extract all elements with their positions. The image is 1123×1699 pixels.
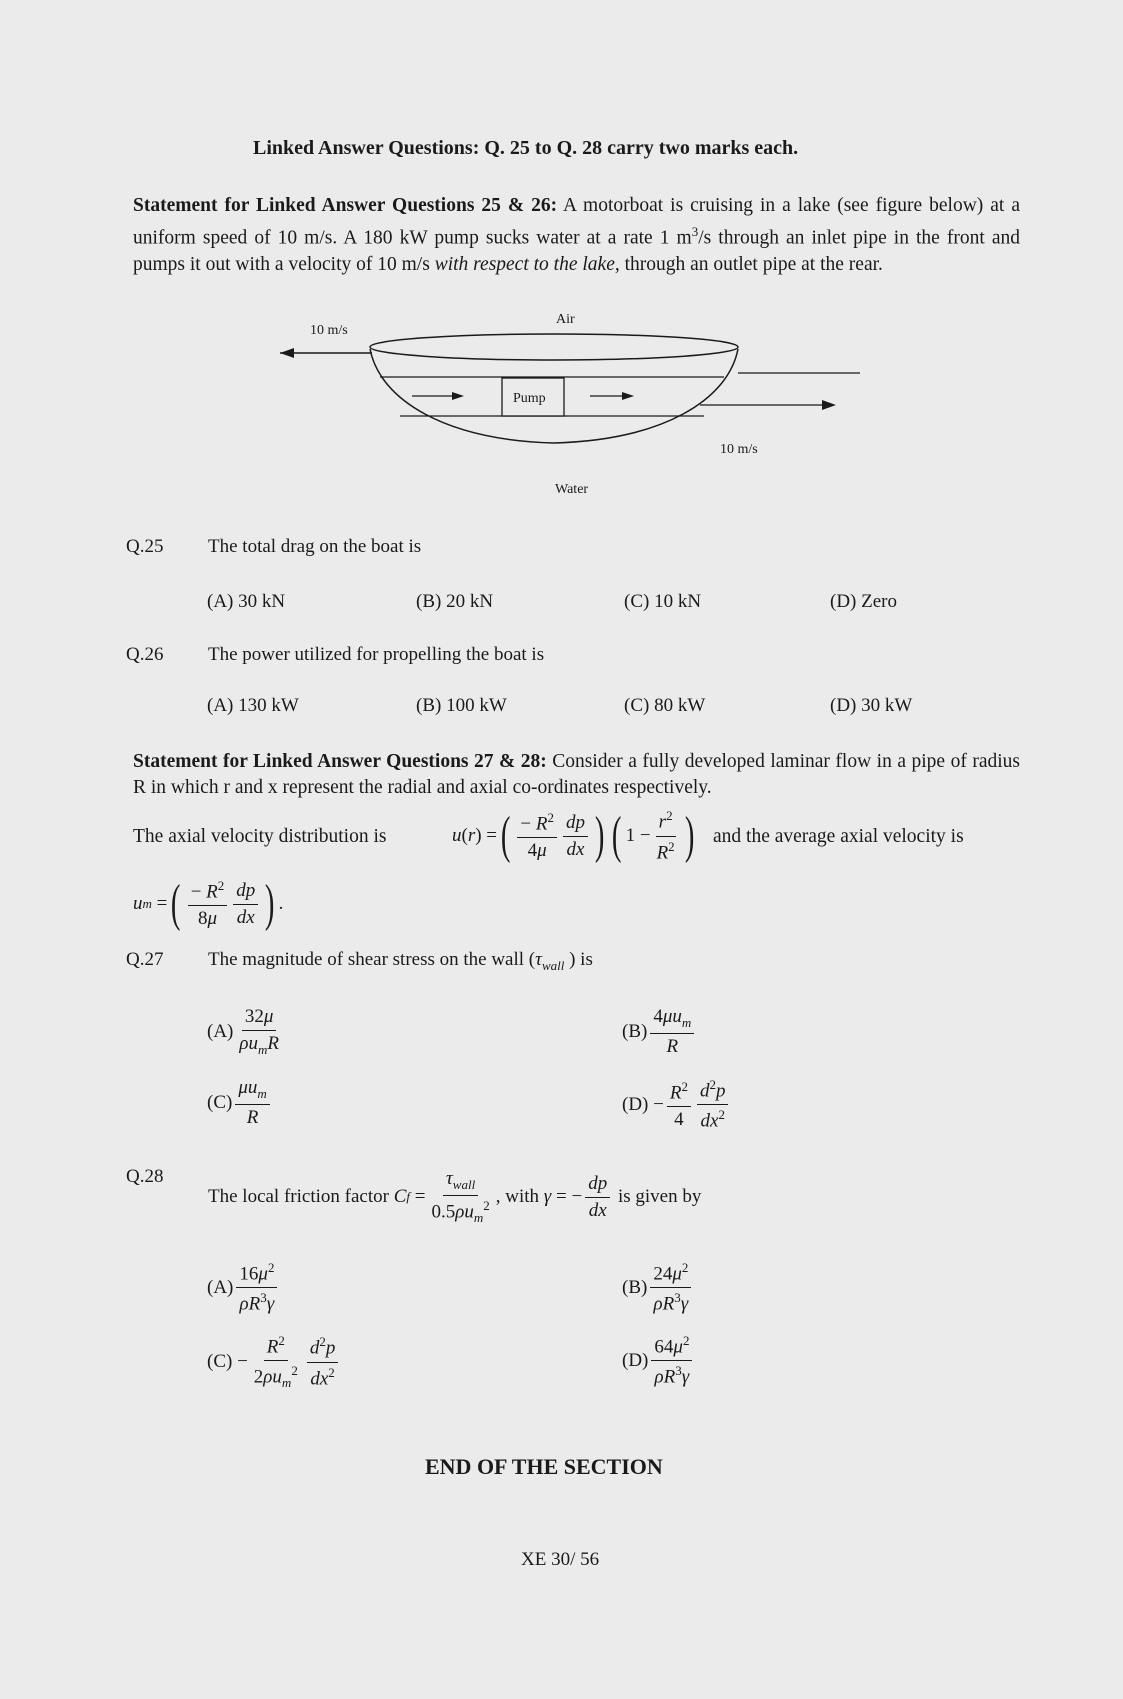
statement-25-26-text-c: , through an outlet pipe at the rear.	[614, 253, 883, 275]
end-of-section: END OF THE SECTION	[425, 1454, 663, 1479]
flow-arrowhead-2	[622, 392, 634, 400]
statement-25-26-label: Statement for Linked Answer Questions 25 & 26:	[133, 195, 558, 216]
statement-25-26	[133, 193, 1020, 278]
q25-option-d[interactable]: (D) Zero	[830, 591, 897, 612]
q25-option-b[interactable]: (B) 20 kN	[416, 591, 494, 612]
q26-option-c[interactable]: (C) 80 kW	[624, 695, 706, 716]
q25-option-a[interactable]: (A) 30 kN	[207, 591, 286, 612]
q27-option-b-label: (B)	[622, 1020, 648, 1042]
q28-option-b-label: (B)	[622, 1276, 648, 1298]
left-speed-label: 10 m/s	[310, 323, 348, 338]
average-velocity-equation: u m = ( $\frac{- R^2}{8\mu}$ $\frac{dp}{dx}$ ) .	[133, 875, 284, 932]
statement-25-26-italic: with respect to the lake	[434, 253, 615, 275]
pump-label: Pump	[513, 391, 546, 406]
q28-option-d[interactable]: (D) $\frac{64\mu^2}{\rho R^3\gamma}$	[622, 1333, 695, 1389]
q25-option-c[interactable]: (C) 10 kN	[624, 591, 702, 612]
statement-27-28-label: Statement for Linked Answer Questions 27 & 28:	[133, 751, 547, 772]
q26-text: The power utilized for propelling the boat is	[208, 644, 545, 665]
q28-option-a[interactable]: (A) $\frac{16\mu^2}{\rho R^3\gamma}$	[207, 1260, 280, 1316]
q27-option-a-label: (A)	[207, 1020, 234, 1042]
q28-text-b: , with	[495, 1186, 540, 1207]
page-number: XE 30/ 56	[521, 1549, 600, 1570]
flow-arrowhead-1	[452, 392, 464, 400]
q27-option-d[interactable]: (D) − $\frac{R^2}{4}$ $\frac{d^2p}{dx^2}$	[622, 1077, 731, 1133]
q28-option-c-label: (C)	[207, 1351, 233, 1373]
motorboat-figure	[280, 305, 860, 505]
q27-text-a: The magnitude of shear stress on the wall (	[208, 949, 536, 970]
q25-number: Q.25	[126, 536, 164, 557]
q28-option-d-label: (D)	[622, 1349, 649, 1371]
q27-option-b[interactable]: (B) $\frac{4\mu u_m}{R}$	[622, 1006, 697, 1058]
water-label: Water	[555, 482, 589, 497]
q27-text-b: ) is	[569, 949, 593, 970]
statement-27-28	[133, 749, 1020, 801]
right-speed-label: 10 m/s	[720, 442, 758, 457]
q27-number: Q.27	[126, 949, 164, 970]
q27-option-d-label: (D)	[622, 1093, 649, 1115]
q25-text: The total drag on the boat is	[208, 536, 422, 557]
section-header: Linked Answer Questions: Q. 25 to Q. 28 carry two marks each.	[253, 137, 799, 159]
q28-text-a: The local friction factor	[208, 1186, 389, 1207]
statement-25-26-text-a: A motorboat is cruising in a lake (see figure below) at a uniform speed of 10 m/s. A 180 kW pump sucks water at a rate 1 m	[133, 195, 1020, 249]
q26-number: Q.26	[126, 644, 164, 665]
axial-velocity-prefix: The axial velocity distribution is	[133, 826, 387, 847]
q28-number: Q.28	[126, 1166, 164, 1187]
q28-option-b[interactable]: (B) $\frac{24\mu^2}{\rho R^3\gamma}$	[622, 1260, 694, 1316]
axial-velocity-suffix: and the average axial velocity is	[713, 826, 964, 847]
left-arrowhead	[280, 348, 294, 358]
q28-text-c: is given by	[617, 1186, 702, 1207]
q27-option-c-label: (C)	[207, 1091, 233, 1113]
statement-25-26-sup: 3	[691, 224, 699, 239]
q27-option-a[interactable]: (A) $\frac{32\mu}{\rho u_mR}$	[207, 1006, 280, 1057]
air-label: Air	[556, 312, 575, 327]
q28-text: The local friction factor C f = $\frac{\tau_{wall}}{0.5\rho u_m^2}$ , with γ = − $\frac{dp}{dx}$ is given by	[208, 1168, 702, 1225]
q26-option-d[interactable]: (D) 30 kW	[830, 695, 913, 716]
q26-option-a[interactable]: (A) 130 kW	[207, 695, 299, 716]
q26-option-b[interactable]: (B) 100 kW	[416, 695, 507, 716]
statement-27-28-text: Consider a fully developed laminar flow in a pipe of radius R in which r and x represent the radial and axial co-ordinates respectively.	[133, 751, 1020, 798]
q27-text: The magnitude of shear stress on the wall ($\tau_{wall}$ ) is	[208, 949, 593, 973]
velocity-distribution-equation: u ( r ) = ( $\frac{- R^2}{4\mu}$ $\frac{dp}{dx}$ ) ( 1 − $\frac{r^2}{R^2}$ )	[452, 807, 695, 864]
boat-rim	[370, 334, 738, 360]
statement-25-26-text-b: /s through an inlet pipe in the front and pumps it out with a velocity of 10 m/s	[133, 227, 1020, 275]
q28-option-a-label: (A)	[207, 1276, 234, 1298]
q28-option-c[interactable]: (C) − $\frac{R^2}{2\rho u_m^2}$ $\frac{d^2p}{dx^2}$	[207, 1333, 341, 1391]
q27-option-c[interactable]: (C) $\frac{\mu u_m}{R}$	[207, 1077, 273, 1129]
right-arrowhead	[822, 400, 836, 410]
